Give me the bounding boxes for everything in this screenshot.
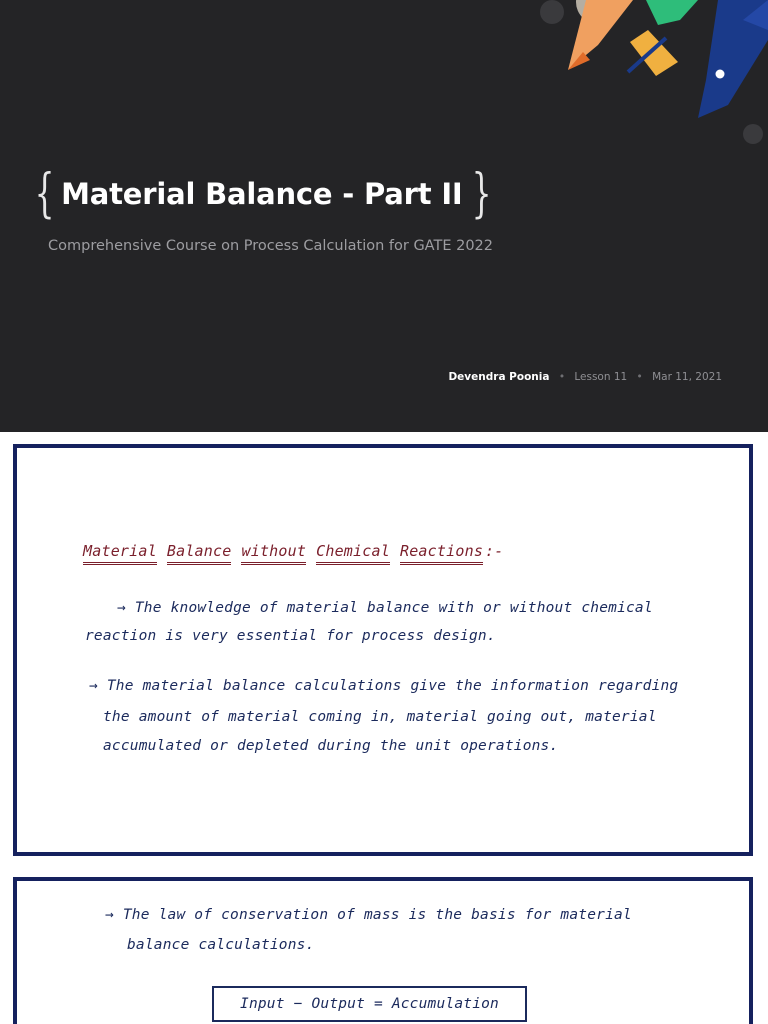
course-subtitle: Comprehensive Course on Process Calculation for GATE 2022	[48, 238, 494, 254]
note-line: accumulated or depleted during the unit operations.	[103, 738, 559, 754]
notes-page-1	[13, 444, 753, 856]
heading-word: Material	[83, 542, 157, 565]
notes-page-2	[13, 877, 753, 1024]
equation: Input − Output = Accumulation	[240, 996, 499, 1012]
note-line: → The material balance calculations give the information regarding	[89, 678, 679, 694]
lesson-meta	[448, 371, 722, 383]
section-heading	[83, 542, 504, 560]
stationery-decoration	[538, 0, 768, 150]
title-row	[28, 164, 498, 224]
note-line: → The law of conservation of mass is the basis for material	[105, 907, 632, 923]
title-slide	[0, 0, 768, 432]
lesson-number: Lesson 11	[574, 371, 628, 383]
heading-word: Chemical	[316, 542, 390, 565]
lesson-date: Mar 11, 2021	[652, 371, 722, 383]
note-line: reaction is very essential for process design.	[85, 628, 496, 644]
note-line: the amount of material coming in, material going out, material	[103, 709, 657, 725]
page-title: Material Balance - Part II	[61, 177, 463, 211]
close-brace: }	[471, 164, 491, 224]
heading-word: without	[241, 542, 306, 565]
note-line: balance calculations.	[127, 937, 315, 953]
equation-box	[212, 986, 527, 1022]
heading-word: Balance	[167, 542, 232, 565]
author-name: Devendra Poonia	[448, 371, 550, 383]
note-line: → The knowledge of material balance with or without chemical	[117, 600, 653, 616]
meta-separator: •	[636, 371, 643, 383]
heading-word: Reactions	[400, 542, 483, 565]
heading-suffix: :-	[485, 542, 504, 560]
meta-separator: •	[558, 371, 566, 383]
open-brace: {	[34, 164, 55, 224]
